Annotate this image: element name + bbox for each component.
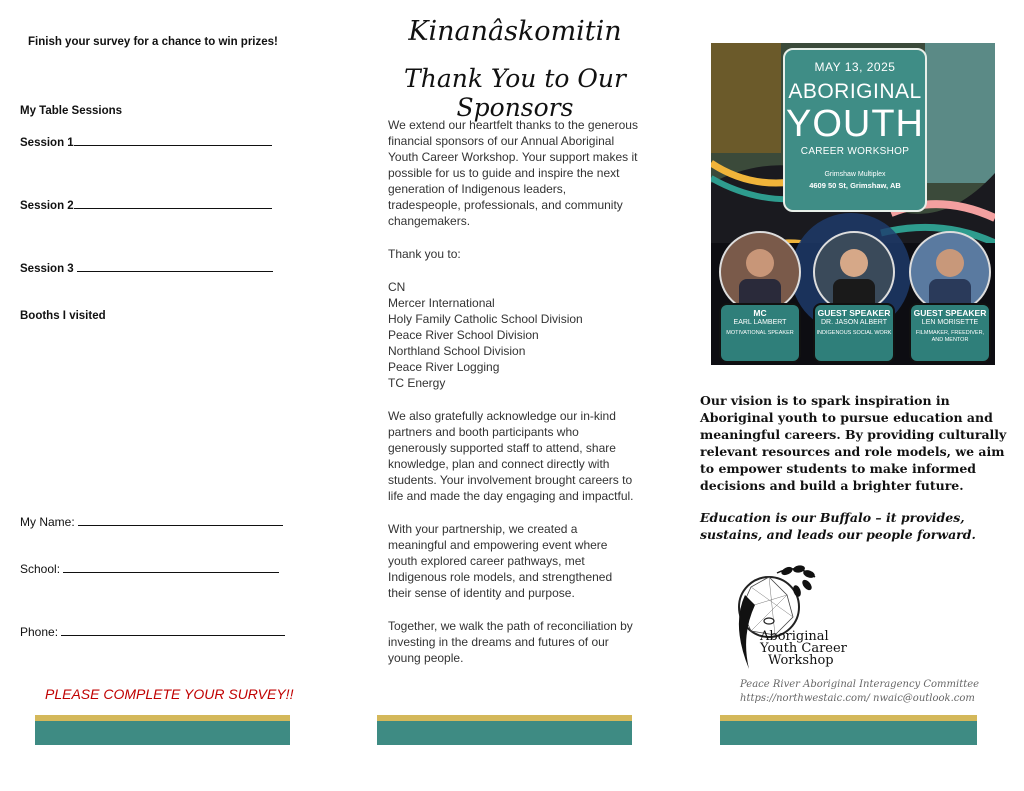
- speaker-photo-mc: [719, 231, 801, 313]
- sponsor-item: Holy Family Catholic School Division: [388, 312, 583, 326]
- thank-you-to: Thank you to:: [388, 247, 461, 261]
- poster-title-career: CAREER WORKSHOP: [800, 146, 910, 157]
- logo-text-youth-career: Youth Career: [760, 641, 847, 656]
- right-teal-bar: [720, 721, 977, 745]
- sponsor-body: [388, 117, 638, 683]
- middle-teal-bar: [377, 721, 632, 745]
- speaker-card-mc: [719, 303, 801, 363]
- phone-field: [20, 625, 285, 639]
- left-teal-bar: [35, 721, 290, 745]
- school-blank: [63, 570, 279, 573]
- session-1-field: [20, 137, 272, 149]
- session-3-label: Session 3: [20, 263, 74, 275]
- poster-header-card: [783, 48, 927, 212]
- speaker-photo-guest-1: [813, 231, 895, 313]
- session-3-field: [20, 263, 273, 275]
- org-contact: https://northwestaic.com/ nwaic@outlook.com: [740, 693, 975, 704]
- logo-text-workshop: Workshop: [768, 653, 834, 668]
- speaker-role: MC: [753, 308, 767, 318]
- speaker-role: GUEST SPEAKER: [817, 308, 891, 318]
- sponsor-item: Northland School Division: [388, 344, 526, 358]
- poster-venue: Grimshaw Multiplex: [824, 171, 886, 178]
- phone-blank: [61, 633, 285, 636]
- speaker-role: GUEST SPEAKER: [913, 308, 987, 318]
- speaker-name: LEN MORISETTE: [921, 319, 979, 326]
- speaker-desc: INDIGENOUS SOCIAL WORK: [816, 330, 892, 336]
- sponsor-item: TC Energy: [388, 376, 446, 390]
- table-sessions-heading: My Table Sessions: [20, 105, 123, 117]
- speaker-desc: FILMMAKER, FREEDIVER, AND MENTOR: [915, 330, 985, 343]
- vision-statement: Our vision is to spark inspiration in Aboriginal youth to pursue education and meaningful careers. By providing culturally relevant resources and role models, we aim to empower students to make informed decisions and build a brighter future.: [700, 393, 1007, 493]
- sponsor-item: CN: [388, 280, 406, 294]
- sponsor-item: Peace River Logging: [388, 360, 500, 374]
- logo-text-aboriginal: Aboriginal: [760, 629, 829, 644]
- sponsor-list: [388, 279, 638, 391]
- session-1-blank: [74, 143, 272, 146]
- poster-title-aboriginal: ABORIGINAL: [788, 80, 922, 103]
- session-3-blank: [77, 269, 273, 272]
- speaker-desc: MOTIVATIONAL SPEAKER: [726, 330, 794, 336]
- reconciliation-paragraph: Together, we walk the path of reconciliation by investing in the dreams and futures of our young people.: [388, 619, 633, 665]
- education-statement: Education is our Buffalo – it provides, sustains, and leads our people forward.: [700, 510, 976, 542]
- name-label: My Name:: [20, 515, 75, 529]
- session-2-label: Session 2: [20, 200, 74, 212]
- speaker-photo-guest-2: [909, 231, 991, 313]
- poster-title-youth: YOUTH: [786, 103, 924, 145]
- logo-wordmark: [760, 631, 847, 667]
- session-1-label: Session 1: [20, 137, 74, 149]
- speaker-card-guest-2: [909, 303, 991, 363]
- session-2-field: [20, 200, 272, 212]
- phone-label: Phone:: [20, 625, 59, 639]
- sponsor-item: Mercer International: [388, 296, 495, 310]
- poster-date: MAY 13, 2025: [814, 60, 896, 74]
- inkind-paragraph: We also gratefully acknowledge our in-kind partners and booth participants who generously supported staff to attend, share knowledge, plan and connect directly with students. Your involvement brought careers to life and made the day engaging and impactful.: [388, 409, 634, 503]
- title-sponsors: Thank You to Our Sponsors: [404, 64, 626, 122]
- org-name: Peace River Aboriginal Interagency Committee: [740, 679, 980, 690]
- sponsor-item: Peace River School Division: [388, 328, 539, 342]
- intro-paragraph: We extend our heartfelt thanks to the generous financial sponsors of our Annual Aboriginal Youth Career Workshop. Your support makes it possible for us to guide and inspire the next generation of Indigenous leaders, tradespeople, professionals, and community changemakers.: [388, 118, 638, 228]
- workshop-poster: [711, 43, 995, 365]
- speaker-name: EARL LAMBERT: [733, 319, 787, 326]
- session-2-blank: [74, 206, 272, 209]
- title-cree: Kinanâskomitin: [408, 16, 622, 47]
- school-label: School:: [20, 562, 61, 576]
- name-field: [20, 515, 283, 529]
- school-field: [20, 562, 279, 576]
- poster-address: 4609 50 St, Grimshaw, AB: [809, 181, 901, 190]
- speaker-name: DR. JASON ALBERT: [820, 319, 887, 326]
- booths-heading: Booths I visited: [20, 310, 106, 322]
- name-blank: [78, 523, 283, 526]
- complete-survey-notice: PLEASE COMPLETE YOUR SURVEY!!: [45, 686, 294, 702]
- survey-header: Finish your survey for a chance to win prizes!: [28, 36, 278, 48]
- speaker-card-guest-1: [813, 303, 895, 363]
- partnership-paragraph: With your partnership, we created a meaningful and empowering event where youth explored career pathways, met Indigenous role models, and strengthened their sense of identity and purpose.: [388, 522, 613, 600]
